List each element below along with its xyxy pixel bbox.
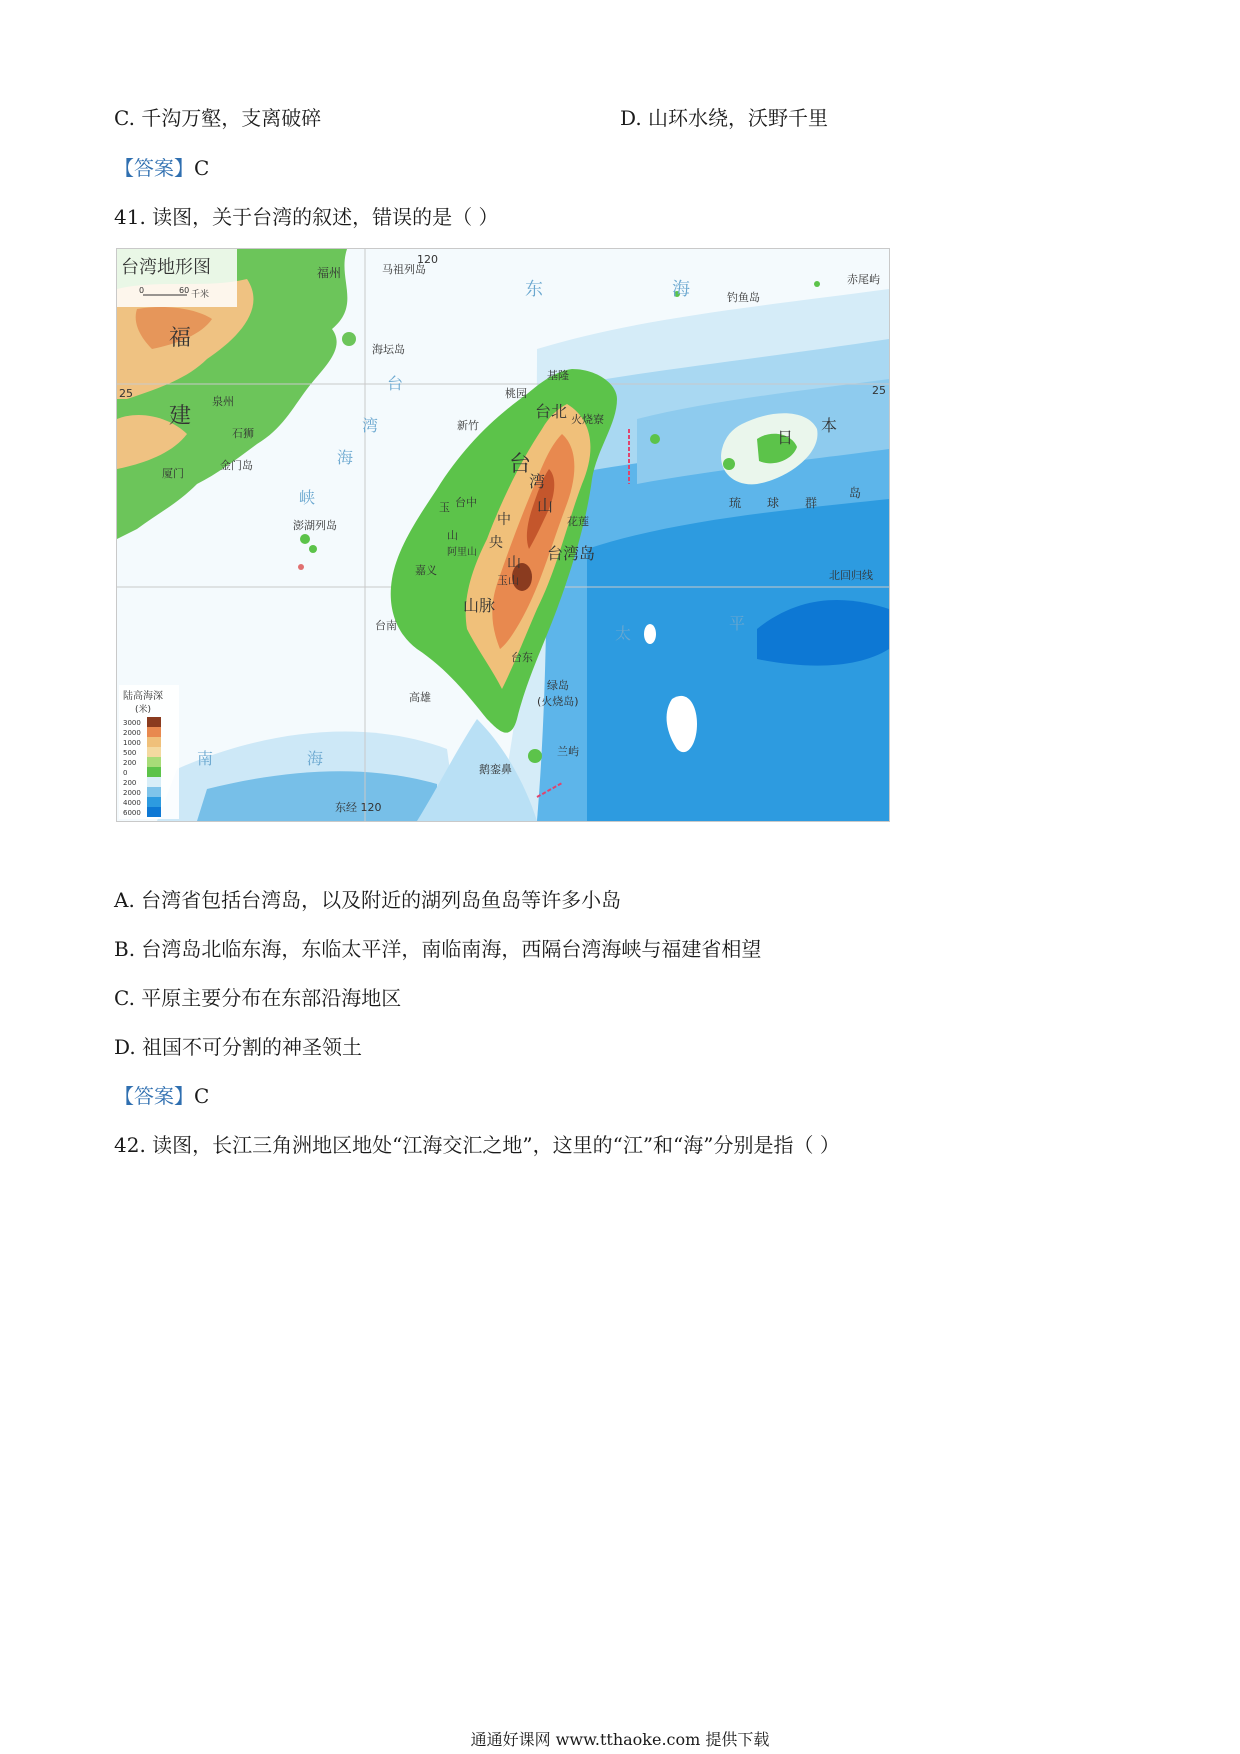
legend-value: 500 bbox=[123, 749, 137, 757]
label-ridge-yu: 玉 bbox=[439, 501, 450, 514]
label-xiamen: 厦门 bbox=[162, 467, 184, 480]
label-huoshaodao: (火烧岛) bbox=[537, 695, 579, 708]
legend-swatch bbox=[147, 777, 161, 787]
label-huoshaoliao: 火烧寮 bbox=[571, 413, 604, 426]
label-strait-hai: 海 bbox=[337, 448, 354, 467]
label-alishan: 阿里山 bbox=[447, 547, 477, 558]
label-taiwandao: 台湾岛 bbox=[547, 544, 596, 563]
legend-value: 2000 bbox=[123, 729, 141, 737]
q41-stem: 41. 读图，关于台湾的叙述，错误的是（ ） bbox=[114, 205, 499, 229]
label-ri: 日 bbox=[777, 428, 794, 447]
legend-swatch bbox=[147, 737, 161, 747]
legend-swatch bbox=[147, 807, 161, 817]
label-jinmen: 金门岛 bbox=[220, 459, 253, 472]
label-dong: 东 bbox=[525, 279, 543, 300]
label-taibei: 台北 bbox=[535, 402, 568, 421]
label-haitan: 海坛岛 bbox=[372, 343, 405, 356]
label-jian: 建 bbox=[169, 404, 192, 429]
label-pacific-ping: 平 bbox=[729, 614, 746, 633]
legend-value: 3000 bbox=[123, 719, 141, 727]
label-ridge-shan: 山 bbox=[447, 529, 458, 542]
q41-option-a: A. 台湾省包括台湾岛，以及附近的湖列岛鱼岛等许多小岛 bbox=[114, 888, 622, 912]
label-eluanbi: 鹅銮鼻 bbox=[479, 763, 512, 776]
label-ryukyu-dao: 岛 bbox=[849, 486, 862, 500]
label-shishi: 石狮 bbox=[232, 427, 254, 440]
label-hai-east: 海 bbox=[672, 279, 690, 300]
label-hai-south: 海 bbox=[307, 749, 324, 768]
label-strait-wan: 湾 bbox=[362, 416, 379, 435]
legend-value: 6000 bbox=[123, 809, 141, 817]
label-diaoyu: 钓鱼岛 bbox=[727, 291, 760, 304]
legend-swatch bbox=[147, 787, 161, 797]
q41-option-c: C. 平原主要分布在东部沿海地区 bbox=[114, 986, 402, 1010]
label-lon120-top: 120 bbox=[417, 253, 438, 266]
legend-swatch bbox=[147, 757, 161, 767]
legend-value: 1000 bbox=[123, 739, 141, 747]
label-tainan: 台南 bbox=[375, 619, 397, 632]
label-fuzhou: 福州 bbox=[317, 266, 342, 280]
legend-value: 200 bbox=[123, 759, 137, 767]
legend-value: 0 bbox=[123, 769, 128, 777]
legend-swatch bbox=[147, 767, 161, 777]
answer-tag: 【答案】 bbox=[114, 1084, 194, 1108]
label-pacific-tai: 太 bbox=[615, 624, 632, 643]
label-central-yang: 央 bbox=[489, 535, 503, 551]
label-lanyu: 兰屿 bbox=[557, 745, 579, 758]
label-gaoxiong: 高雄 bbox=[409, 691, 431, 704]
legend-swatch bbox=[147, 717, 161, 727]
page-footer: 通通好课网 www.tthaoke.com 提供下载 bbox=[470, 1730, 770, 1749]
q41-answer bbox=[114, 1082, 209, 1110]
q42-stem: 42. 读图，长江三角洲地区地处“江海交汇之地”，这里的“江”和“海”分别是指（ ） bbox=[114, 1133, 840, 1157]
legend-unit: (米) bbox=[135, 705, 152, 715]
label-central-shan: 山 bbox=[507, 555, 521, 571]
label-mt-tai: 台 bbox=[509, 452, 532, 477]
label-central-zhong: 中 bbox=[497, 512, 511, 528]
answer-value: C bbox=[194, 156, 210, 180]
legend-swatch bbox=[147, 797, 161, 807]
label-lat25-left: 25 bbox=[119, 387, 133, 400]
label-hualian: 花莲 bbox=[567, 515, 589, 528]
legend-value: 200 bbox=[123, 779, 137, 787]
label-jilong: 基隆 bbox=[547, 369, 569, 382]
scale-unit: 千米 bbox=[191, 290, 210, 300]
label-lvdao: 绿岛 bbox=[547, 679, 569, 692]
q40-answer bbox=[114, 154, 209, 182]
label-quanzhou: 泉州 bbox=[212, 395, 234, 408]
label-ben: 本 bbox=[821, 416, 838, 435]
scale-start: 0 bbox=[139, 286, 145, 295]
label-yushan: 玉山 bbox=[497, 574, 519, 587]
label-mt-shan: 山 bbox=[537, 496, 554, 515]
label-qiu: 球 bbox=[767, 496, 780, 510]
label-qun: 群 bbox=[805, 496, 818, 510]
q40-option-c: C. 千沟万壑，支离破碎 bbox=[114, 106, 322, 130]
label-lat25-right: 25 bbox=[872, 384, 886, 397]
label-shanmai: 山脉 bbox=[463, 596, 496, 615]
legend-title: 陆高海深 bbox=[123, 691, 163, 702]
taiwan-terrain-map bbox=[116, 248, 890, 822]
legend-value: 4000 bbox=[123, 799, 141, 807]
label-xinzhu: 新竹 bbox=[457, 419, 479, 432]
label-fu: 福 bbox=[169, 326, 192, 351]
legend-swatch bbox=[147, 727, 161, 737]
scale-end: 60 bbox=[179, 286, 190, 295]
label-mt-wan: 湾 bbox=[529, 472, 546, 491]
answer-tag: 【答案】 bbox=[114, 156, 194, 180]
map-title: 台湾地形图 bbox=[121, 257, 211, 278]
label-liu: 琉 bbox=[729, 496, 742, 510]
label-strait-tai: 台 bbox=[387, 374, 404, 393]
legend-value: 2000 bbox=[123, 789, 141, 797]
q41-option-b: B. 台湾岛北临东海，东临太平洋，南临南海，西隔台湾海峡与福建省相望 bbox=[114, 937, 762, 961]
label-taoyuan: 桃园 bbox=[505, 387, 527, 400]
label-taidong: 台东 bbox=[511, 651, 533, 664]
label-lon120-bottom: 东经 120 bbox=[335, 801, 382, 814]
label-taizhong: 台中 bbox=[455, 496, 477, 509]
label-jiayi: 嘉义 bbox=[415, 564, 437, 577]
answer-value: C bbox=[194, 1084, 210, 1108]
q41-option-d: D. 祖国不可分割的神圣领土 bbox=[114, 1035, 363, 1059]
legend-swatch bbox=[147, 747, 161, 757]
label-mazu: 马祖列岛 bbox=[382, 263, 426, 276]
label-tropic: 北回归线 bbox=[829, 569, 873, 582]
label-chiwei: 赤尾屿 bbox=[847, 273, 880, 286]
label-penghu: 澎湖列岛 bbox=[293, 519, 337, 532]
label-nan: 南 bbox=[197, 749, 214, 768]
label-strait-xia: 峡 bbox=[299, 488, 316, 507]
q40-option-d: D. 山环水绕，沃野千里 bbox=[620, 106, 829, 130]
